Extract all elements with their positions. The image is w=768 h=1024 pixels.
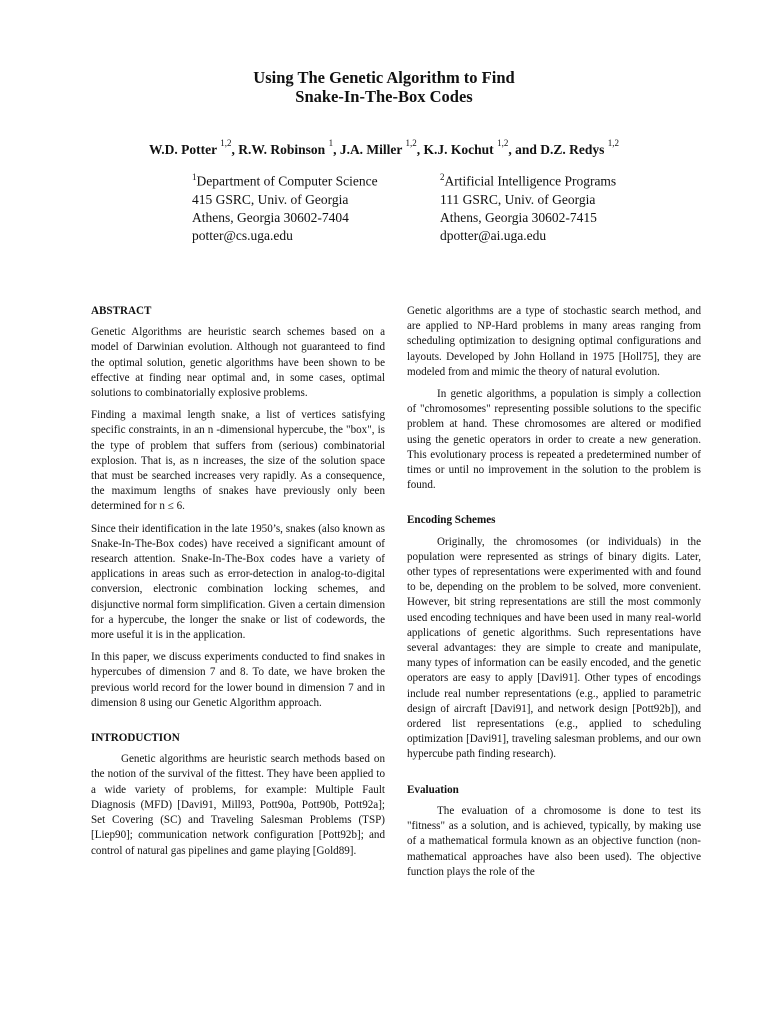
paper-title-line-2: Snake-In-The-Box Codes: [295, 87, 473, 106]
author-list: [0, 140, 768, 158]
author: J.A. Miller $^{1,2}$,: [339, 138, 424, 157]
introduction-paragraph: Genetic algorithms are heuristic search methods based on the notion of the survival of the fittest. They have been applied to a wide variety of problems, for example: Multiple Fault Diagnosis (MFD) [Davi91, Mill93, Pott90a, Pott90b, Pott92a]; Set Covering (SC) and Traveling Salesman Problems (TSP) [Liep90]; communication network configuration [Pott92b]; and control of natural gas pipelines and game playing [Gold89].: [91, 753, 385, 857]
abstract-paragraph: Finding a maximal length snake, a list of vertices satisfying specific constraints, in an n -dimensional hypercube, the "box", is the type of problem that suffers from (serious) combinatorial explosion. That is, as n increases, the size of the solution space that must be searched increases very rapidly. As a consequence, the maximum lengths of snakes have previously only been determined for n ≤ 6.: [91, 409, 385, 513]
paper-title-line-1: Using The Genetic Algorithm to Find: [253, 68, 515, 87]
body-paragraph: In genetic algorithms, a population is simply a collection of "chromosomes" representing possible solutions to the specific problem at hand. These chromosomes are altered or modified using the genetic operators in order to create a new generation. This evolutionary process is repeated a predetermined number of times or until no improvement in the solution to the problem is found.: [407, 388, 701, 492]
abstract-paragraph: In this paper, we discuss experiments conducted to find snakes in hypercubes of dimension 7 and 8. To date, we have broken the previous world record for the lower bound in dimension 7 and in dimension 8 using our Genetic Algorithm approach.: [91, 651, 385, 709]
abstract-heading: ABSTRACT: [91, 305, 152, 317]
encoding-schemes-heading: Encoding Schemes: [407, 514, 496, 527]
abstract-paragraph: Since their identification in the late 1950’s, snakes (also known as Snake-In-The-Box codes) have received a significant amount of research attention. Snake-In-The-Box codes have a variety of applications in areas such as error-detection in analog-to-digital conversion, electronic combination locking schemes, and disjunctive normal form simplification. Given a certain dimension for a hypercube, the longer the snake or list of codewords, the more useful it is in the application.: [91, 522, 385, 642]
left-column: [91, 304, 385, 866]
evaluation-paragraph: The evaluation of a chromosome is done to test its "fitness" as a solution, and is achieved, typically, by making use of a mathematical formula known as an objective function (non-mathematical approaches have also been used). The objective function plays the role of the: [407, 804, 701, 878]
evaluation-heading: Evaluation: [407, 783, 459, 796]
affiliation-marker: 1: [192, 172, 197, 182]
author: W.D. Potter $^{1,2}$,: [149, 138, 239, 157]
affiliation-1: [192, 168, 378, 245]
right-column: [407, 304, 701, 887]
author: K.J. Kochut $^{1,2}$, and: [423, 138, 541, 157]
affiliation-email: dpotter@ai.uga.edu: [440, 227, 547, 243]
affiliation-address: 111 GSRC, Univ. of Georgia: [440, 191, 596, 207]
affiliation-city: Athens, Georgia 30602-7404: [192, 209, 349, 225]
affiliation-department: Department of Computer Science: [196, 173, 378, 189]
affiliation-marker: 2: [440, 172, 445, 182]
affiliation-city: Athens, Georgia 30602-7415: [440, 209, 597, 225]
affiliation-department: Artificial Intelligence Programs: [444, 173, 617, 189]
body-paragraph: Genetic algorithms are a type of stochastic search method, and are applied to NP-Hard problems in many areas ranging from scheduling optimization to designing optimal configurations and layouts. Developed by John Holland in 1975 [Holl75], they are modeled from and mimic the theory of natural evolution.: [407, 305, 701, 378]
affiliation-address: 415 GSRC, Univ. of Georgia: [192, 191, 349, 207]
introduction-heading: INTRODUCTION: [91, 732, 180, 745]
affiliation-email: potter@cs.uga.edu: [192, 227, 293, 243]
author: R.W. Robinson $^1$,: [238, 138, 340, 157]
paper-title: [0, 68, 768, 106]
affiliation-2: [440, 168, 616, 245]
encoding-schemes-paragraph: Originally, the chromosomes (or individuals) in the population were represented as strings of binary digits. Later, other types of representations were experimented with and found to be, depending on the problem to be solved, more convenient. However, bit string representations are still the most commonly used encoding techniques and have been used in many real-world applications of genetic algorithms. Such representations have several advantages: they are simple to create and manipulate, many types of information can be easily encoded, and the genetic operators are easy to apply [Davi91]. Other types of encodings include real number representations (e.g., applied to parametric design of aircraft [Davi91], and network design [Pott92b]), and ordered list representations (e.g., applied to scheduling optimization [Davi91], traveling salesman problems, and our own hypercube path finding research).: [407, 535, 701, 761]
abstract-paragraph: Genetic Algorithms are heuristic search schemes based on a model of Darwinian evolution. Although not guaranteed to find the optimal solution, genetic algorithms have been shown to be effective at finding near optimal and, in some cases, optimal solutions to combinatorially explosive problems.: [91, 326, 385, 400]
author: D.Z. Redys $^{1,2}$: [540, 138, 619, 157]
